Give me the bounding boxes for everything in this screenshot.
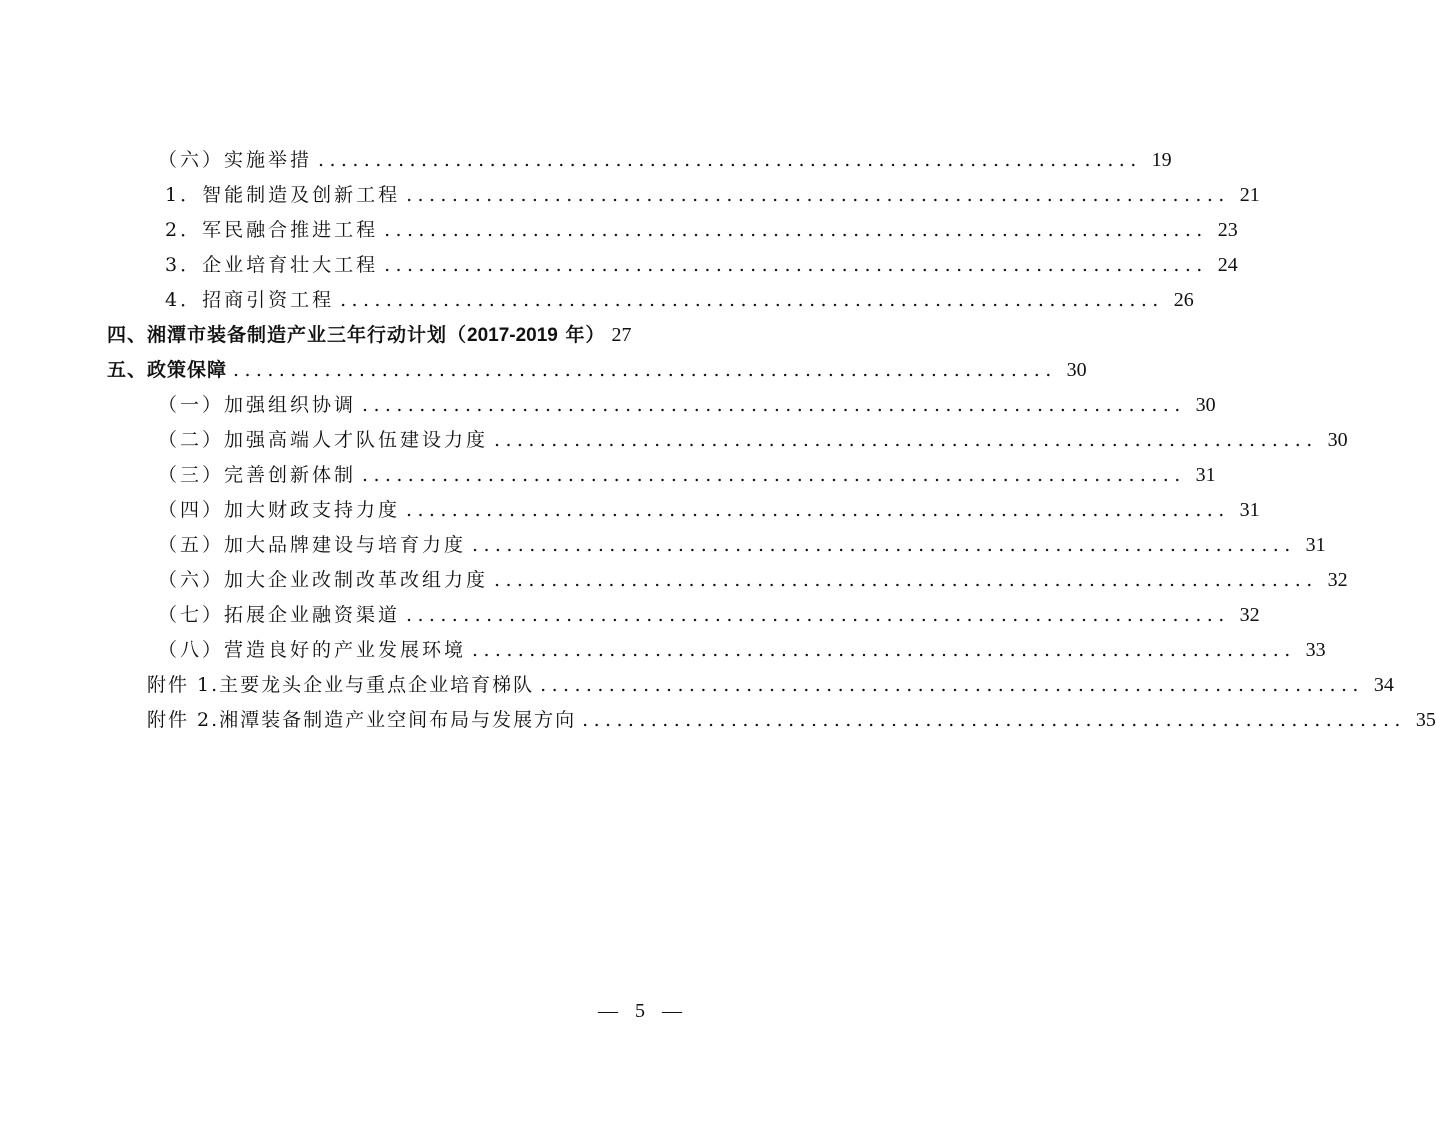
- toc-entry[interactable]: [147, 703, 1436, 737]
- toc-entry-page: 21: [1239, 184, 1260, 206]
- toc-entry-label: （八）营造良好的产业发展环境: [158, 639, 467, 661]
- toc-leader-dots: ........................................................................: [494, 569, 1318, 591]
- toc-entry-chapter[interactable]: [107, 318, 660, 352]
- toc-entry-page: 32: [1327, 569, 1348, 591]
- toc-entry-page: 27: [611, 324, 632, 346]
- toc-entry-page: 35: [1415, 709, 1436, 731]
- toc-entry-page: 30: [1327, 429, 1348, 451]
- toc-entry-label: 附件 2.湘潭装备制造产业空间布局与发展方向: [147, 709, 577, 731]
- toc-entry-label: （七）拓展企业融资渠道: [158, 604, 401, 626]
- toc-entry-page: 33: [1305, 639, 1326, 661]
- toc-leader-dots: ........................................................................: [362, 464, 1186, 486]
- toc-entry[interactable]: [158, 143, 1172, 177]
- toc-entry-page: 19: [1151, 149, 1172, 171]
- toc-entry-label: （二）加强高端人才队伍建设力度: [158, 429, 489, 451]
- toc-leader-dots: ........................................................................: [472, 534, 1296, 556]
- toc-entry[interactable]: [158, 458, 1216, 492]
- toc-leader-dots: ........................................................................: [406, 499, 1230, 521]
- toc-leader-dots: ........................................................................: [472, 639, 1296, 661]
- toc-entry[interactable]: [165, 178, 1260, 212]
- toc-entry[interactable]: [147, 668, 1394, 702]
- toc-leader-dots: ........................................................................: [540, 674, 1364, 696]
- toc-leader-dots: ........................................................................: [384, 254, 1208, 276]
- toc-leader-dots: ........................................................................: [362, 394, 1186, 416]
- toc-entry-label: 1．智能制造及创新工程: [165, 184, 401, 206]
- toc-entry[interactable]: [165, 283, 1194, 317]
- toc-leader-dots: ........................................................................: [340, 289, 1164, 311]
- toc-entry-label: （四）加大财政支持力度: [158, 499, 401, 521]
- toc-entry-page: 24: [1217, 254, 1238, 276]
- toc-entry-label-prefix: 四、湘潭市装备制造产业三年行动计划（: [107, 323, 468, 346]
- toc-entry[interactable]: [158, 598, 1260, 632]
- toc-entry[interactable]: [158, 528, 1326, 562]
- toc-entry-page: 32: [1239, 604, 1260, 626]
- toc-entry-page: 31: [1239, 499, 1260, 521]
- toc-entry-label: [107, 318, 606, 353]
- toc-entry[interactable]: [158, 423, 1348, 457]
- toc-entry-label-years: 2017-2019: [467, 324, 558, 346]
- toc-entry-page: 31: [1305, 534, 1326, 556]
- toc-leader-dots: ........................................................................: [233, 359, 1057, 381]
- toc-entry-label: （六）实施举措: [158, 149, 313, 171]
- toc-entry[interactable]: [158, 493, 1260, 527]
- toc-leader-dots: ........................................................................: [494, 429, 1318, 451]
- toc-entry-label: （五）加大品牌建设与培育力度: [158, 534, 467, 556]
- toc-entry-page: 26: [1173, 289, 1194, 311]
- toc-entry-label: （六）加大企业改制改革改组力度: [158, 569, 489, 591]
- toc-entry-page: 34: [1373, 674, 1394, 696]
- toc-leader-dots: ........................................................................: [406, 604, 1230, 626]
- toc-entry-label: 3．企业培育壮大工程: [165, 254, 379, 276]
- toc-leader-dots: ........................................................................: [406, 184, 1230, 206]
- toc-entry-label: （三）完善创新体制: [158, 464, 357, 486]
- toc-entry-label: （一）加强组织协调: [158, 394, 357, 416]
- toc-entry[interactable]: [158, 388, 1216, 422]
- toc-entry[interactable]: [158, 633, 1326, 667]
- toc-leader-dots: ........................................................................: [318, 149, 1142, 171]
- toc-entry-page: 31: [1195, 464, 1216, 486]
- toc-leader-dots: ........................................................................: [384, 219, 1208, 241]
- toc-leader-dots: ........................................................................: [582, 709, 1406, 731]
- toc-entry-label: 4．招商引资工程: [165, 289, 335, 311]
- toc-entry-page: 30: [1195, 394, 1216, 416]
- toc-entry[interactable]: [158, 563, 1348, 597]
- toc-entry-page: 23: [1217, 219, 1238, 241]
- toc-entry[interactable]: [165, 248, 1238, 282]
- toc-entry-page: 30: [1066, 359, 1087, 381]
- toc-entry-chapter[interactable]: [107, 353, 1087, 387]
- toc-entry-label: 附件 1.主要龙头企业与重点企业培育梯队: [147, 674, 535, 696]
- toc-entry-label: 2．军民融合推进工程: [165, 219, 379, 241]
- toc-entry-label-suffix: 年）: [557, 323, 606, 346]
- toc-entry-label: 五、政策保障: [107, 359, 228, 381]
- toc-entry[interactable]: [165, 213, 1238, 247]
- page-number: — 5 —: [598, 1000, 688, 1022]
